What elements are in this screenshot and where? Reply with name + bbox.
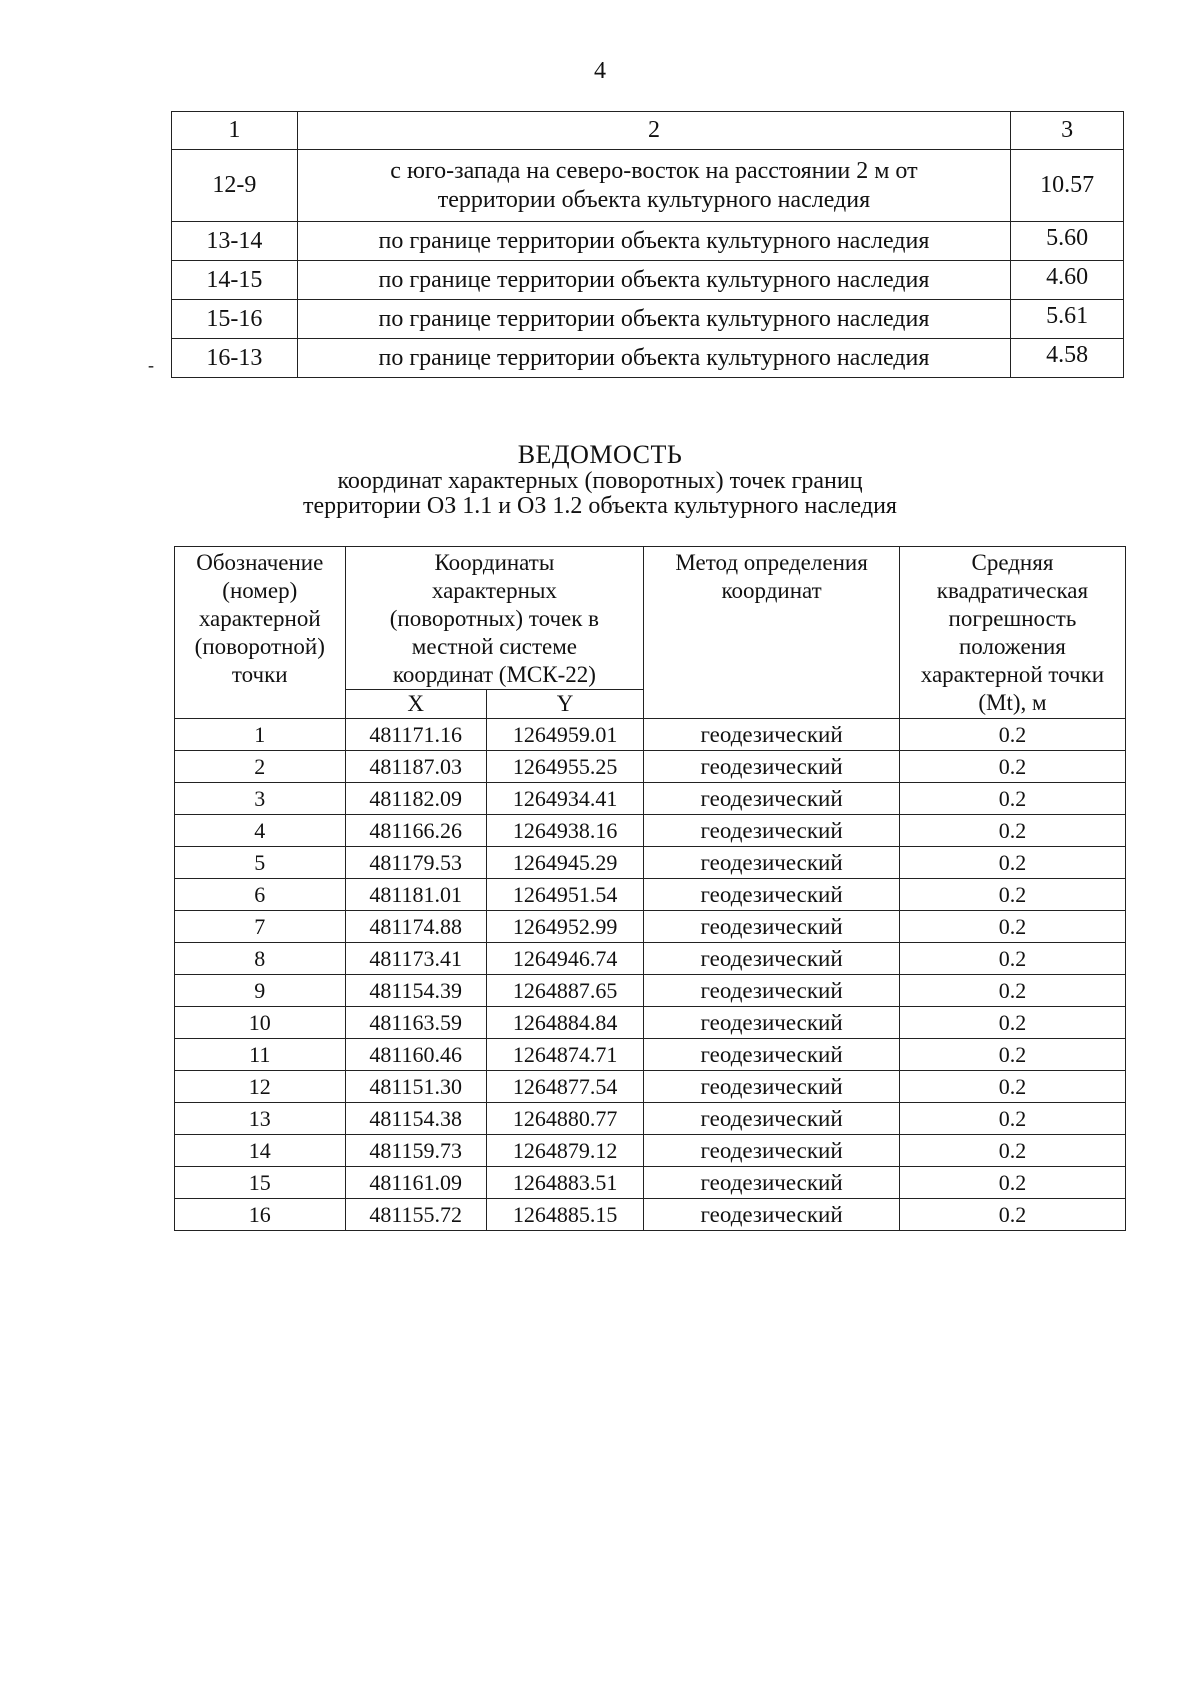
error-cell: 0.2 — [899, 1167, 1125, 1199]
point-number-cell: 4 — [175, 815, 346, 847]
segment-cell: 13-14 — [172, 222, 298, 261]
error-cell: 0.2 — [899, 1039, 1125, 1071]
error-cell: 0.2 — [899, 751, 1125, 783]
y-cell: 1264884.84 — [486, 1007, 643, 1039]
x-cell: 481179.53 — [345, 847, 486, 879]
table-row — [172, 261, 1124, 300]
description-line: территории объекта культурного наследия — [437, 186, 871, 213]
point-number-cell: 11 — [175, 1039, 346, 1071]
page-number: 4 — [594, 58, 606, 84]
length-cell: 5.61 — [1011, 300, 1124, 339]
y-cell: 1264946.74 — [486, 943, 643, 975]
table-row — [175, 783, 1126, 815]
method-header — [644, 547, 900, 719]
point-number-cell: 8 — [175, 943, 346, 975]
header-line: (поворотной) — [194, 634, 325, 659]
method-cell: геодезический — [644, 751, 900, 783]
method-cell: геодезический — [644, 1167, 900, 1199]
point-header — [175, 547, 346, 719]
x-cell: 481155.72 — [345, 1199, 486, 1231]
method-cell: геодезический — [644, 1007, 900, 1039]
y-cell: 1264952.99 — [486, 911, 643, 943]
table-row — [172, 300, 1124, 339]
y-cell: 1264877.54 — [486, 1071, 643, 1103]
point-number-cell: 10 — [175, 1007, 346, 1039]
point-number-cell: 6 — [175, 879, 346, 911]
method-cell: геодезический — [644, 1199, 900, 1231]
method-cell: геодезический — [644, 1135, 900, 1167]
x-cell: 481187.03 — [345, 751, 486, 783]
x-cell: 481160.46 — [345, 1039, 486, 1071]
method-cell: геодезический — [644, 847, 900, 879]
y-cell: 1264938.16 — [486, 815, 643, 847]
point-number-cell: 14 — [175, 1135, 346, 1167]
header-line: Метод определения — [675, 550, 868, 575]
header-line: точки — [231, 662, 288, 687]
x-cell: 481173.41 — [345, 943, 486, 975]
table-row — [175, 847, 1126, 879]
x-cell: 481166.26 — [345, 815, 486, 847]
length-cell: 4.58 — [1011, 339, 1124, 378]
y-cell: 1264959.01 — [486, 719, 643, 751]
error-cell: 0.2 — [899, 847, 1125, 879]
error-cell: 0.2 — [899, 1199, 1125, 1231]
point-number-cell: 3 — [175, 783, 346, 815]
table-row — [175, 1039, 1126, 1071]
y-header: Y — [486, 690, 643, 719]
table-row — [172, 150, 1124, 222]
table-row — [172, 222, 1124, 261]
x-cell: 481182.09 — [345, 783, 486, 815]
table-row — [175, 1071, 1126, 1103]
coordinates-table — [174, 546, 1126, 1231]
header-line: (поворотных) точек в — [389, 606, 600, 631]
table-row — [175, 815, 1126, 847]
point-number-cell: 5 — [175, 847, 346, 879]
x-cell: 481163.59 — [345, 1007, 486, 1039]
table-row — [175, 879, 1126, 911]
header-line: координат — [721, 578, 822, 603]
method-cell: геодезический — [644, 1103, 900, 1135]
method-cell: геодезический — [644, 1071, 900, 1103]
statement-title: ВЕДОМОСТЬ — [517, 440, 683, 469]
point-number-cell: 7 — [175, 911, 346, 943]
header-cell: 1 — [172, 112, 298, 150]
table-row — [175, 1135, 1126, 1167]
segment-cell: 12-9 — [172, 150, 298, 222]
segment-cell: 14-15 — [172, 261, 298, 300]
error-cell: 0.2 — [899, 1071, 1125, 1103]
y-cell: 1264955.25 — [486, 751, 643, 783]
method-cell: геодезический — [644, 783, 900, 815]
x-cell: 481151.30 — [345, 1071, 486, 1103]
length-cell: 5.60 — [1011, 222, 1124, 261]
x-cell: 481159.73 — [345, 1135, 486, 1167]
length-cell: 10.57 — [1011, 150, 1124, 222]
point-number-cell: 13 — [175, 1103, 346, 1135]
y-cell: 1264887.65 — [486, 975, 643, 1007]
table-header-row — [172, 112, 1124, 150]
x-cell: 481174.88 — [345, 911, 486, 943]
y-cell: 1264883.51 — [486, 1167, 643, 1199]
length-cell: 4.60 — [1011, 261, 1124, 300]
error-cell: 0.2 — [899, 879, 1125, 911]
table-row — [175, 751, 1126, 783]
error-cell: 0.2 — [899, 943, 1125, 975]
method-cell: геодезический — [644, 975, 900, 1007]
table-row — [175, 1199, 1126, 1231]
header-line: координат (МСК-22) — [392, 662, 596, 687]
method-cell: геодезический — [644, 1039, 900, 1071]
header-cell: 2 — [297, 112, 1010, 150]
header-line: (Mt), м — [978, 690, 1047, 715]
point-number-cell: 2 — [175, 751, 346, 783]
coords-header — [345, 547, 644, 690]
segment-cell: 16-13 — [172, 339, 298, 378]
x-cell: 481161.09 — [345, 1167, 486, 1199]
error-header — [899, 547, 1125, 719]
point-number-cell: 12 — [175, 1071, 346, 1103]
statement-subtitle: координат характерных (поворотных) точек границ — [337, 468, 863, 494]
method-cell: геодезический — [644, 815, 900, 847]
x-cell: 481171.16 — [345, 719, 486, 751]
header-line: местной системе — [411, 634, 577, 659]
table-row — [175, 1103, 1126, 1135]
description-cell: по границе территории объекта культурного наследия — [297, 261, 1010, 300]
header-line: Средняя — [971, 550, 1054, 575]
header-line: квадратическая — [936, 578, 1089, 603]
point-number-cell: 15 — [175, 1167, 346, 1199]
y-cell: 1264945.29 — [486, 847, 643, 879]
point-number-cell: 16 — [175, 1199, 346, 1231]
y-cell: 1264880.77 — [486, 1103, 643, 1135]
description-cell: по границе территории объекта культурного наследия — [297, 339, 1010, 378]
statement-subtitle: территории ОЗ 1.1 и ОЗ 1.2 объекта культурного наследия — [303, 493, 897, 519]
x-cell: 481181.01 — [345, 879, 486, 911]
error-cell: 0.2 — [899, 719, 1125, 751]
table-row — [175, 975, 1126, 1007]
y-cell: 1264874.71 — [486, 1039, 643, 1071]
header-line: характерной точки — [920, 662, 1105, 687]
x-header: X — [345, 690, 486, 719]
description-cell: по границе территории объекта культурного наследия — [297, 222, 1010, 261]
description-cell — [297, 150, 1010, 222]
table-row — [175, 1007, 1126, 1039]
method-cell: геодезический — [644, 719, 900, 751]
header-cell: 3 — [1011, 112, 1124, 150]
x-cell: 481154.39 — [345, 975, 486, 1007]
header-line: (номер) — [222, 578, 298, 603]
error-cell: 0.2 — [899, 975, 1125, 1007]
header-line: погрешность — [948, 606, 1077, 631]
error-cell: 0.2 — [899, 1103, 1125, 1135]
table-row — [175, 1167, 1126, 1199]
table-row — [175, 911, 1126, 943]
header-line: характерных — [431, 578, 557, 603]
error-cell: 0.2 — [899, 1135, 1125, 1167]
error-cell: 0.2 — [899, 815, 1125, 847]
method-cell: геодезический — [644, 911, 900, 943]
y-cell: 1264934.41 — [486, 783, 643, 815]
margin-mark: - — [148, 355, 154, 375]
y-cell: 1264879.12 — [486, 1135, 643, 1167]
header-line: Координаты — [434, 550, 555, 575]
segment-cell: 15-16 — [172, 300, 298, 339]
description-line: с юго-запада на северо-восток на расстоянии 2 м от — [390, 157, 918, 184]
point-number-cell: 9 — [175, 975, 346, 1007]
y-cell: 1264951.54 — [486, 879, 643, 911]
method-cell: геодезический — [644, 879, 900, 911]
table-header-row — [175, 547, 1126, 690]
error-cell: 0.2 — [899, 911, 1125, 943]
error-cell: 0.2 — [899, 783, 1125, 815]
header-line: положения — [958, 634, 1066, 659]
header-line: Обозначение — [196, 550, 324, 575]
header-line: характерной — [198, 606, 321, 631]
x-cell: 481154.38 — [345, 1103, 486, 1135]
table-row — [172, 339, 1124, 378]
description-cell: по границе территории объекта культурного наследия — [297, 300, 1010, 339]
table-row — [175, 943, 1126, 975]
point-number-cell: 1 — [175, 719, 346, 751]
y-cell: 1264885.15 — [486, 1199, 643, 1231]
method-cell: геодезический — [644, 943, 900, 975]
boundary-segments-table — [171, 111, 1124, 378]
error-cell: 0.2 — [899, 1007, 1125, 1039]
table-row — [175, 719, 1126, 751]
